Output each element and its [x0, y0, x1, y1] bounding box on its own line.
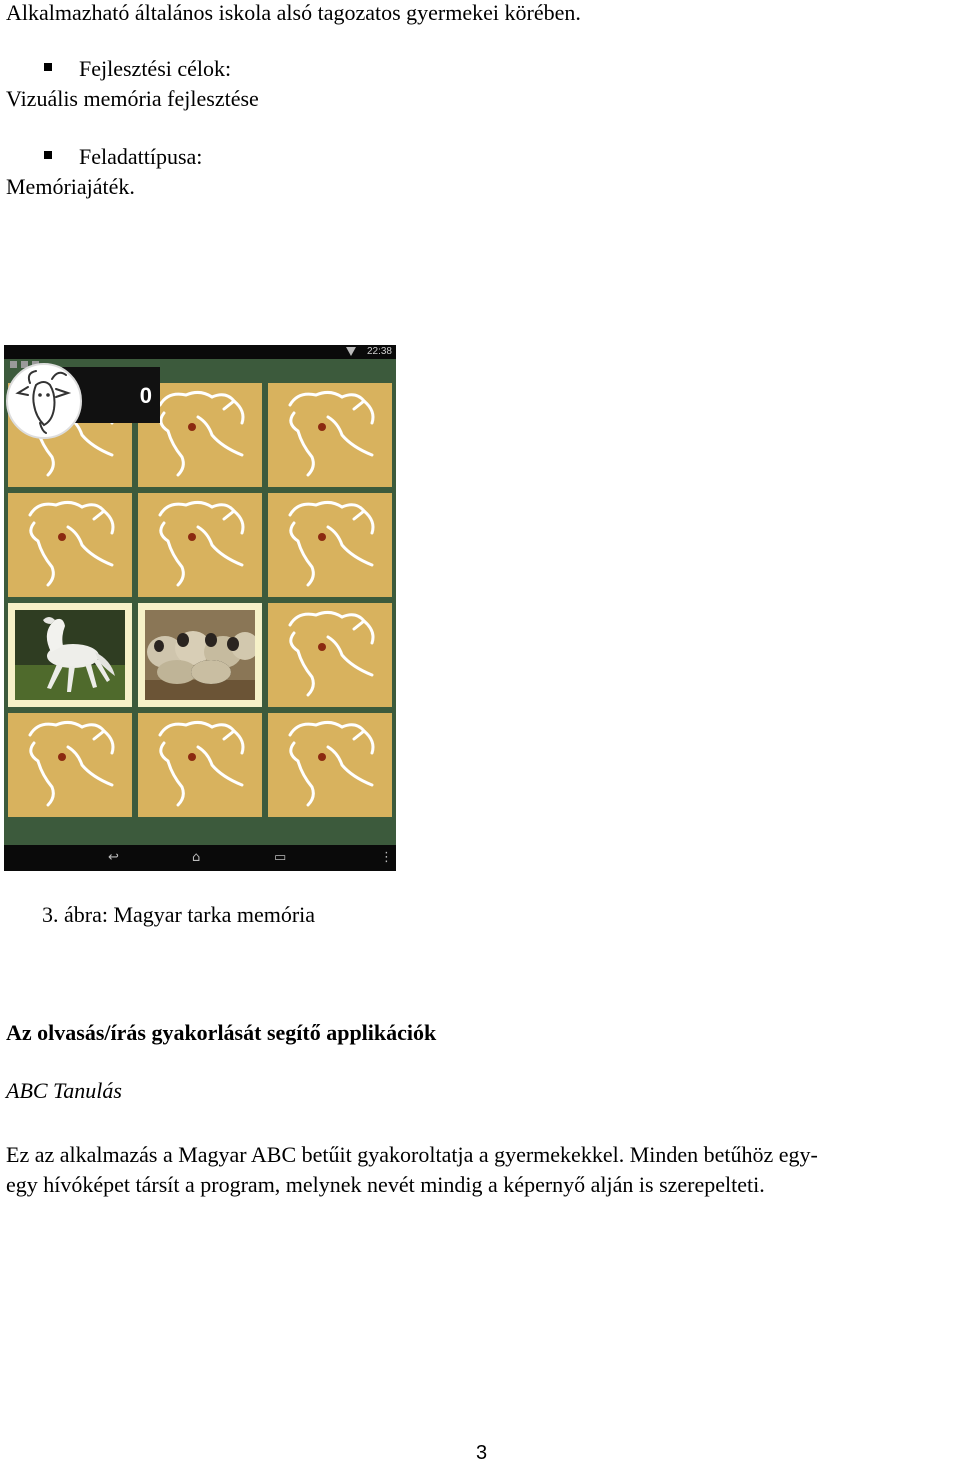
cow-head-icon — [138, 493, 262, 597]
figure-caption: 3. ábra: Magyar tarka memória — [42, 902, 316, 927]
bullet-label-goals: Fejlesztési célok: — [79, 56, 232, 81]
bullet-label-type: Feladattípusa: — [79, 144, 203, 169]
type-text: Memóriajáték. — [6, 174, 135, 199]
card-back[interactable] — [268, 493, 392, 597]
status-time: 22:38 — [366, 346, 392, 357]
wifi-icon — [346, 347, 356, 356]
cow-head-icon — [268, 603, 392, 707]
sheep-flock-photo — [145, 610, 255, 700]
bullet-square-icon — [44, 151, 52, 159]
card-back[interactable] — [268, 713, 392, 817]
card-back[interactable] — [8, 493, 132, 597]
card-back[interactable] — [138, 493, 262, 597]
cow-head-icon — [268, 713, 392, 817]
memory-game-screenshot — [4, 345, 396, 871]
white-horse-photo — [15, 610, 125, 700]
cow-head-icon — [138, 713, 262, 817]
goat-avatar-icon[interactable] — [6, 363, 82, 439]
menu-icon[interactable]: ⋮ — [380, 850, 393, 865]
goals-text: Vizuális memória fejlesztése — [6, 86, 259, 111]
back-icon[interactable]: ↩ — [108, 850, 119, 865]
navigation-bar — [4, 845, 396, 871]
section-heading: Az olvasás/írás gyakorlását segítő applikációk — [6, 1020, 437, 1045]
card-back[interactable] — [8, 713, 132, 817]
cow-head-icon — [8, 713, 132, 817]
paragraph-line-2: egy hívóképet társít a program, melynek nevét mindig a képernyő alján is szerepelteti. — [6, 1172, 765, 1197]
score-value: 0 — [139, 383, 152, 408]
bullet-square-icon — [44, 63, 52, 71]
cow-head-icon — [268, 383, 392, 487]
card-back[interactable] — [268, 383, 392, 487]
app-subheading: ABC Tanulás — [6, 1078, 122, 1103]
intro-line: Alkalmazható általános iskola alsó tagozatos gyermekei körében. — [6, 0, 581, 25]
home-icon[interactable]: ⌂ — [192, 850, 201, 865]
card-face-sheep[interactable] — [138, 603, 262, 707]
notification-icons — [10, 348, 44, 356]
cow-head-icon — [268, 493, 392, 597]
page-number: 3 — [476, 1442, 488, 1464]
card-face-horse[interactable] — [8, 603, 132, 707]
card-back[interactable] — [138, 713, 262, 817]
recents-icon[interactable]: ▭ — [274, 850, 287, 865]
paragraph-line-1: Ez az alkalmazás a Magyar ABC betűit gyakoroltatja a gyermekekkel. Minden betűhöz egy- — [6, 1142, 818, 1167]
cow-head-icon — [8, 493, 132, 597]
status-bar — [4, 345, 396, 359]
card-back[interactable] — [268, 603, 392, 707]
